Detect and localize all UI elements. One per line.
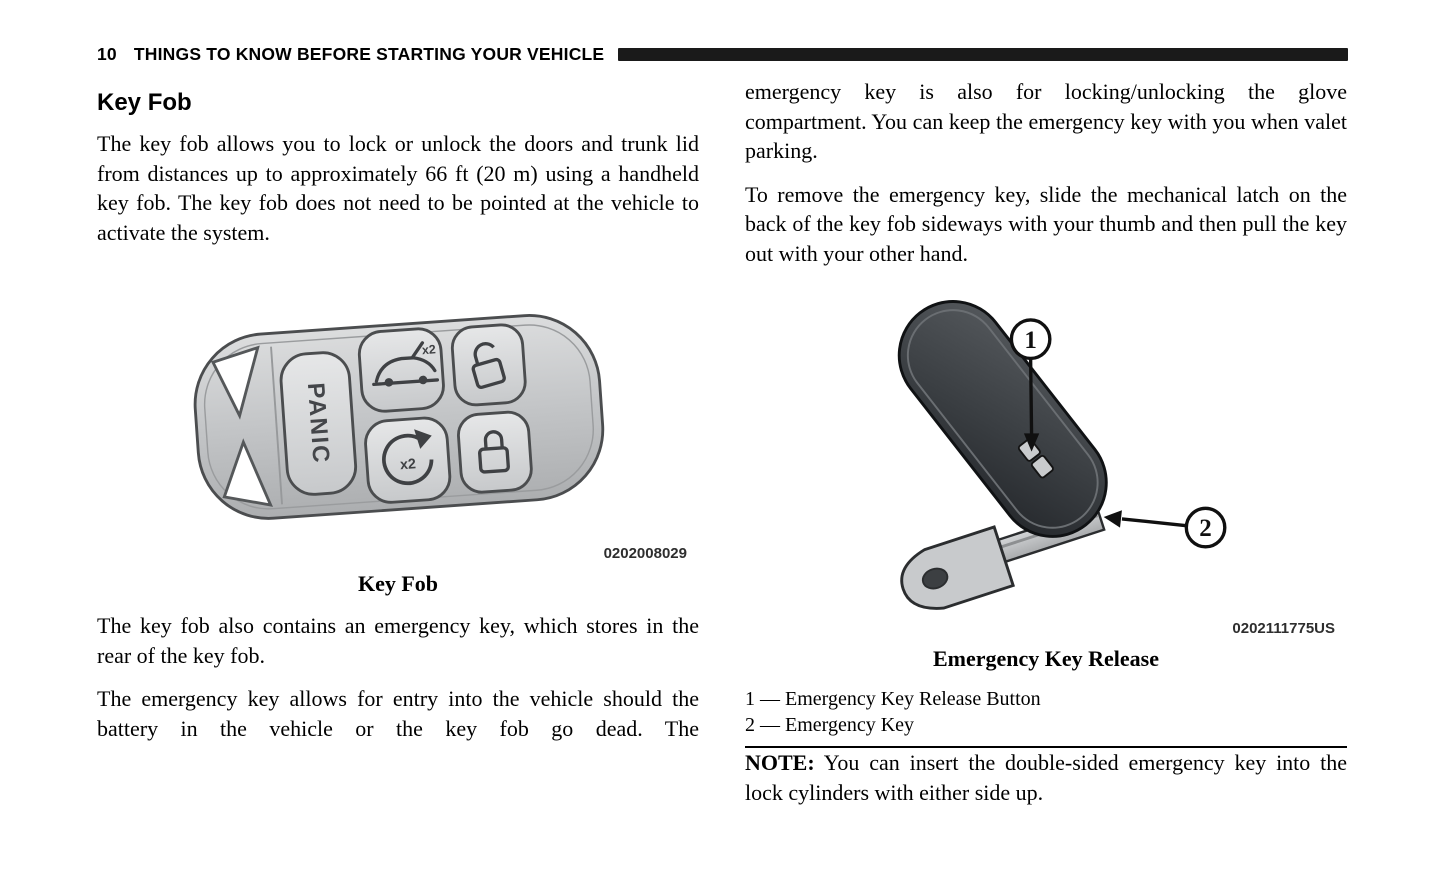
figure-emergency-key-release: [745, 294, 1347, 672]
paragraph-emergency-key-entry: The emergency key allows for entry into the vehicle should the battery in the vehicle or the key fob go dead. The: [97, 686, 699, 741]
legend-item-1: 1 — Emergency Key Release Button: [745, 688, 1041, 710]
two-column-layout: [97, 77, 1348, 821]
section-heading-key-fob: Key Fob: [97, 89, 192, 116]
legend-item-2: 2 — Emergency Key: [745, 714, 915, 736]
emergency-key-release-illustration: [816, 294, 1276, 616]
trunk-x2-label: x2: [421, 342, 437, 358]
callout-1-arrow: [1031, 358, 1032, 435]
lock-button: [457, 411, 533, 494]
unlock-button: [451, 324, 527, 407]
trunk-release-button: [358, 327, 445, 412]
page-number: 10: [97, 44, 117, 64]
page-header: [97, 44, 1348, 65]
figure-code: 0202111775US: [1232, 620, 1335, 637]
callout-2-arrow: [1122, 519, 1186, 526]
note-label: NOTE:: [745, 750, 815, 775]
note-text: You can insert the double-sided emergency key into the lock cylinders with either side up.: [745, 750, 1348, 805]
figure-caption: Key Fob: [357, 571, 439, 596]
figure-caption: Emergency Key Release: [932, 646, 1160, 671]
figure-legend: [745, 686, 1347, 738]
right-column: [745, 77, 1347, 821]
figure-key-fob: [97, 293, 699, 597]
running-header-title: THINGS TO KNOW BEFORE STARTING YOUR VEHICLE: [133, 44, 605, 64]
callout-2-number: 2: [1199, 515, 1212, 543]
key-fob-body: [190, 311, 607, 523]
paragraph-emergency-key-stores: The key fob also contains an emergency key, which stores in the rear of the key fob.: [97, 613, 699, 668]
paragraph-key-fob-intro: The key fob allows you to lock or unlock the doors and trunk lid from distances up to approximately 66 ft (20 m) using a handheld key fob. The key fob does not need to be pointed at the vehicle to activate the system.: [97, 131, 699, 245]
paragraph-remove-emergency-key: To remove the emergency key, slide the mechanical latch on the back of the key fob sideways with your thumb and then pull the key out with your other hand.: [745, 181, 1347, 266]
paragraph-emergency-key-continued: emergency key is also for locking/unlocking the glove compartment. You can keep the emergency key with you when valet parking.: [745, 79, 1347, 163]
figure-code: 0202008029: [603, 545, 687, 562]
callout-1-number: 1: [1024, 326, 1037, 354]
remote-start-x2-label: x2: [399, 456, 417, 474]
key-fob-back: [877, 294, 1128, 558]
callout-2-arrowhead: [1104, 510, 1122, 527]
left-column: [97, 77, 699, 821]
header-rule-bar: [618, 48, 1348, 61]
panic-button-label: PANIC: [301, 381, 335, 466]
key-fob-illustration: [183, 293, 613, 541]
note-paragraph: [745, 748, 1347, 807]
